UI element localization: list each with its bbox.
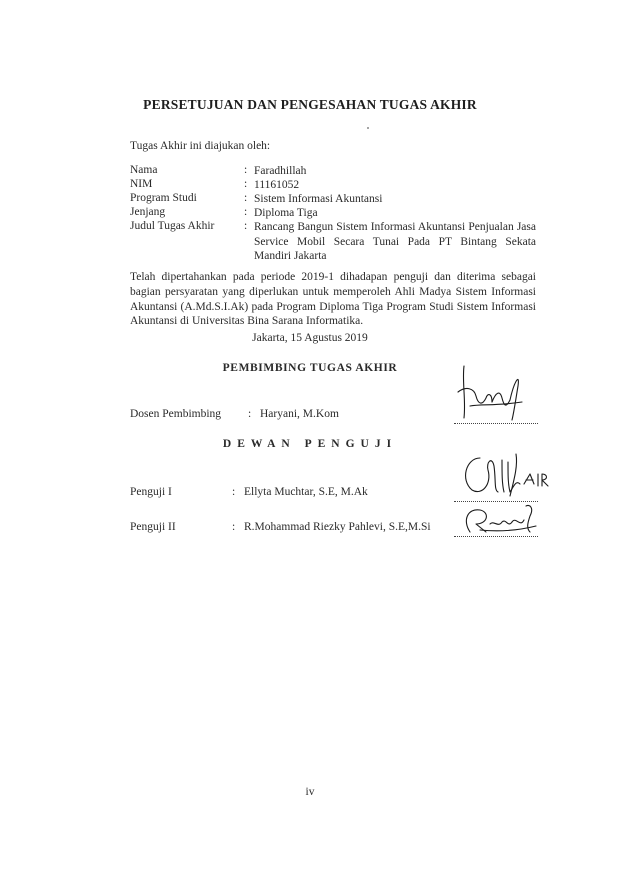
- signature-penguji-1: [458, 450, 548, 500]
- scan-speck: [367, 127, 369, 129]
- penguji-name: Ellyta Muchtar, S.E, M.Ak: [244, 486, 368, 498]
- penguji-colon: :: [232, 521, 236, 533]
- field-label: Judul Tugas Akhir: [130, 220, 215, 232]
- signature-penguji-2: [460, 502, 550, 538]
- field-label: Nama: [130, 164, 158, 176]
- place-date: Jakarta, 15 Agustus 2019: [252, 332, 368, 344]
- pembimbing-name: Haryani, M.Kom: [260, 408, 339, 420]
- penguji-label: Penguji II: [130, 521, 176, 533]
- penguji-name: R.Mohammad Riezky Pahlevi, S.E,M.Si: [244, 521, 431, 533]
- pembimbing-colon: :: [248, 408, 252, 420]
- field-value: Faradhillah: [254, 165, 307, 177]
- pembimbing-label: Dosen Pembimbing: [130, 408, 222, 420]
- field-label: Program Studi: [130, 192, 197, 204]
- page-title: PERSETUJUAN DAN PENGESAHAN TUGAS AKHIR: [143, 97, 477, 112]
- field-colon: :: [244, 178, 248, 190]
- field-value: 11161052: [254, 179, 300, 191]
- field-colon: :: [244, 206, 248, 218]
- signature-pembimbing: [452, 362, 532, 424]
- penguji-label: Penguji I: [130, 486, 172, 498]
- field-colon: :: [244, 220, 248, 232]
- penguji-colon: :: [232, 486, 236, 498]
- field-value: Rancang Bangun Sistem Informasi Akuntansi Penjualan Jasa Service Mobil Secara Tunai Pada PT Bintang Sekata Mandiri Jakarta: [254, 221, 536, 262]
- field-value: Sistem Informasi Akuntansi: [254, 193, 383, 205]
- field-label: NIM: [130, 178, 153, 190]
- field-colon: :: [244, 164, 248, 176]
- approval-paragraph: Telah dipertahankan pada periode 2019-1 dihadapan penguji dan diterima sebagai bagian persyaratan yang diperlukan untuk memperoleh Ahli Madya Sistem Informasi Akuntansi (A.Md.S.I.Ak) pada Program Diploma Tiga Program Studi Sistem Informasi Akuntansi di Universitas Bina Sarana Informatika.: [130, 271, 536, 328]
- field-colon: :: [244, 192, 248, 204]
- dewan-heading: DEWAN PENGUJI: [222, 438, 398, 450]
- field-label: Jenjang: [130, 206, 166, 218]
- intro-text: Tugas Akhir ini diajukan oleh:: [130, 140, 271, 152]
- field-value: Diploma Tiga: [254, 207, 318, 219]
- pembimbing-heading: PEMBIMBING TUGAS AKHIR: [222, 362, 398, 374]
- page-number: iv: [305, 786, 315, 798]
